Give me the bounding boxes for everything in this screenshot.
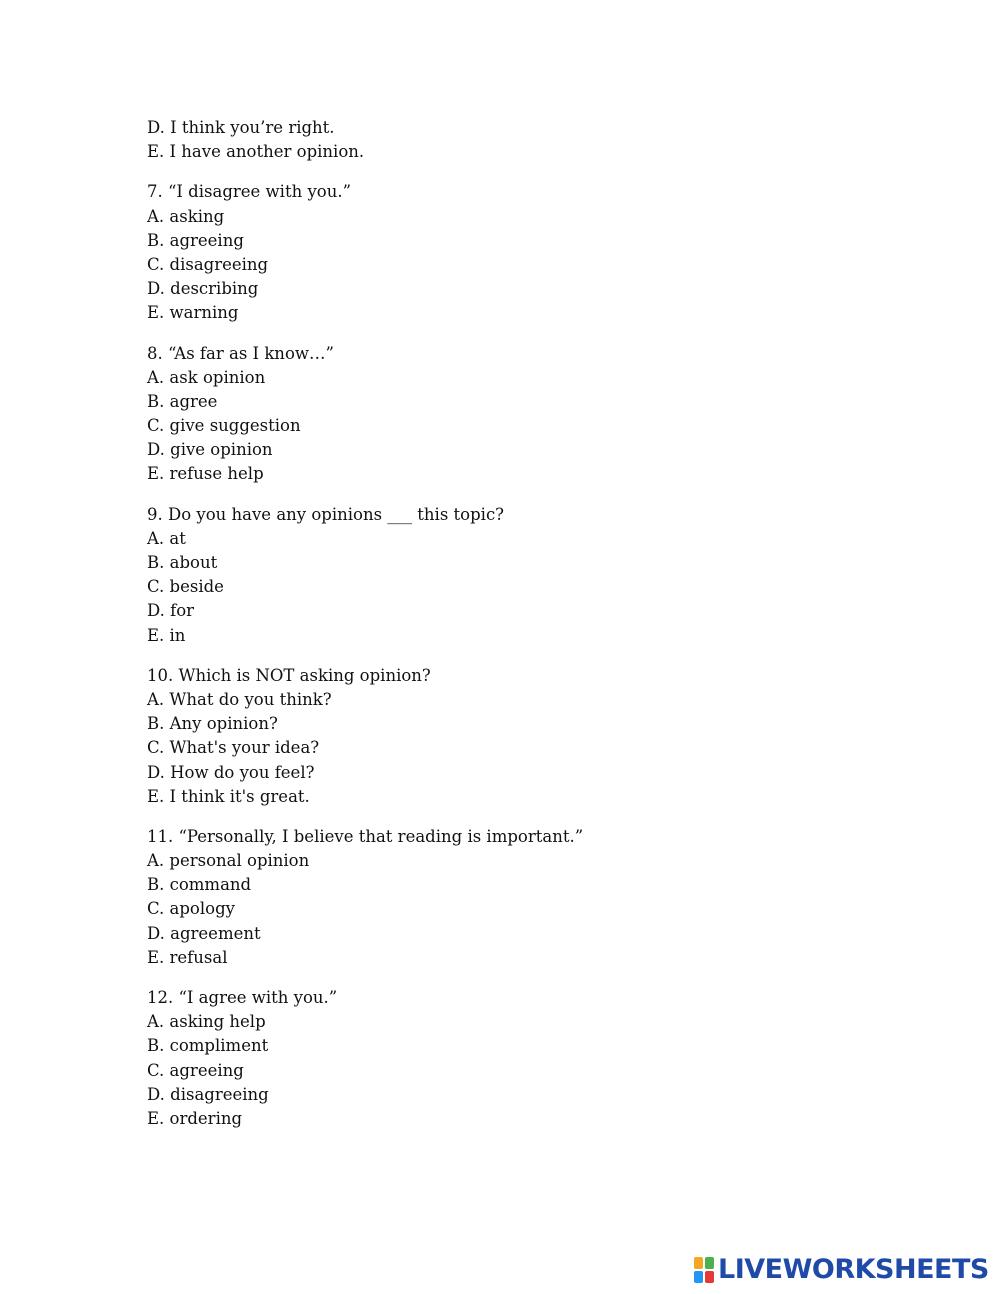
option-a: A. ask opinion [147,367,266,387]
question-text: 12. “I agree with you.” [147,988,338,1007]
question-text: 9. Do you have any opinions ___ this topic? [147,504,505,524]
logo-square-4 [705,1271,714,1283]
option-b: B. Any opinion? [147,714,278,734]
option-c: C. disagreeing [147,254,269,274]
question-9 [147,503,867,648]
question-text: 10. Which is NOT asking opinion? [147,665,431,685]
option-c: C. give suggestion [147,416,301,436]
logo-square-1 [694,1257,703,1269]
option-a: A. asking [147,206,225,226]
option-d: D. agreement [147,923,261,943]
logo-text: LIVEWORKSHEETS [718,1254,989,1285]
option-b: B. agreeing [147,230,244,250]
option-c: C. What's your idea? [147,738,320,758]
logo-square-3 [694,1271,703,1283]
question-7 [147,180,867,325]
question-text: 8. “As far as I know…” [147,343,334,363]
option-a: A. personal opinion [147,851,310,871]
option-b: B. compliment [147,1036,269,1056]
question-8 [147,342,867,487]
question-12 [147,986,867,1131]
option-c: C. beside [147,577,224,597]
question-10 [147,664,867,809]
option-e: E. warning [147,303,239,323]
liveworksheets-logo [694,1256,989,1284]
logo-mark-icon [694,1257,714,1283]
carryover-options [147,116,867,164]
option-d: D. give opinion [147,440,273,460]
logo-square-2 [705,1257,714,1269]
option-a: A. What do you think? [147,689,332,709]
option-d: D. disagreeing [147,1084,269,1104]
option-d: D. I think you’re right. [147,118,335,137]
question-text: 11. “Personally, I believe that reading is important.” [147,826,584,846]
option-e: E. refusal [147,947,228,967]
option-d: D. for [147,601,195,621]
option-e: E. refuse help [147,464,264,484]
question-text: 7. “I disagree with you.” [147,182,352,202]
option-e: E. ordering [147,1108,243,1128]
option-e: E. I have another opinion. [147,142,365,162]
option-d: D. How do you feel? [147,762,315,782]
option-e: E. I think it's great. [147,786,310,806]
option-d: D. describing [147,279,259,299]
option-e: E. in [147,625,186,645]
option-b: B. agree [147,391,218,411]
option-b: B. about [147,553,218,572]
option-a: A. at [147,528,186,548]
option-a: A. asking help [147,1012,266,1032]
question-11 [147,825,867,970]
worksheet-page [147,116,867,1147]
option-c: C. agreeing [147,1060,244,1080]
option-b: B. command [147,875,252,895]
option-c: C. apology [147,899,235,919]
